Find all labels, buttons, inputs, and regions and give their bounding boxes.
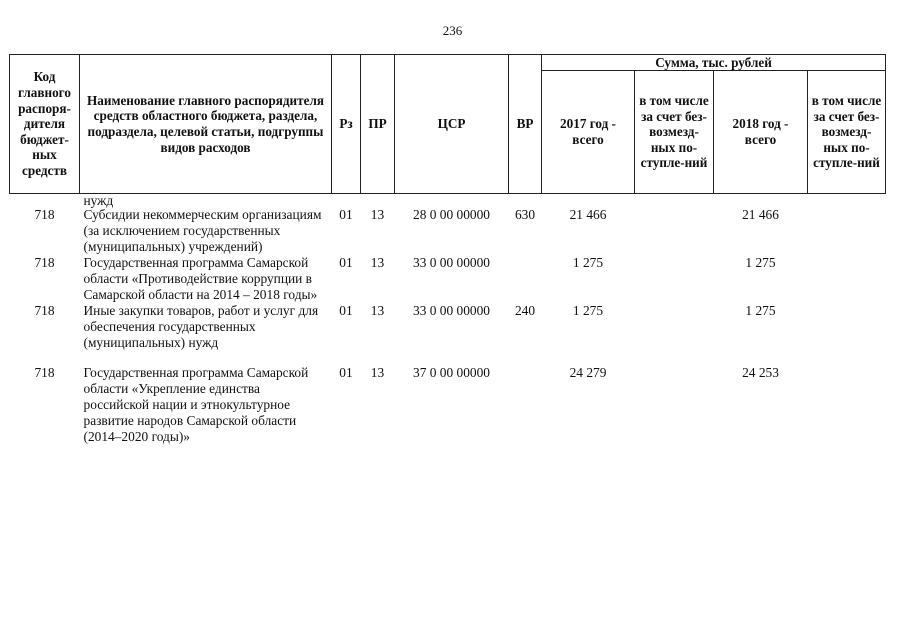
cell-2017-gratuitous	[635, 303, 714, 351]
cell-vr	[509, 255, 542, 303]
cell-rz: 01	[339, 207, 353, 222]
cell-2017-gratuitous	[635, 255, 714, 303]
cell-code: 718	[34, 207, 55, 222]
cell-name: Субсидии некоммерческим организациям (за исключением государственных (муниципальных) учреждений)	[83, 207, 322, 254]
cell-2017-total: 24 279	[569, 365, 607, 380]
continuation-row	[10, 194, 886, 208]
cell-vr	[509, 365, 542, 445]
header-csr: ЦСР	[395, 55, 509, 194]
cell-2017-gratuitous	[635, 365, 714, 445]
table-row	[10, 365, 886, 445]
header-pr: ПР	[361, 55, 395, 194]
cell-2018-gratuitous	[808, 303, 886, 351]
header-2017-total: 2017 год - всего	[542, 71, 635, 194]
cell-2017-total: 1 275	[572, 255, 604, 270]
cell-pr: 13	[370, 303, 385, 318]
cell-2018-gratuitous	[808, 255, 886, 303]
cell-2018-total: 21 466	[742, 207, 779, 222]
row-spacer	[10, 351, 886, 365]
table-row	[10, 207, 886, 255]
cell-csr: 33 0 00 00000	[413, 303, 490, 318]
table-row	[10, 255, 886, 303]
cell-2018-gratuitous	[808, 207, 886, 255]
header-code: Код главного распоря-дителя бюджет-ных средств	[10, 55, 80, 194]
header-2018-gratuitous: в том числе за счет без-возмезд-ных по-ступле-ний	[808, 71, 886, 194]
cell-name: Государственная программа Самарской области «Укрепление единства российской нации и этнокультурное развитие народов Самарской области (2014–2020 годы)»	[83, 365, 309, 444]
table-row	[10, 303, 886, 351]
cell-code: 718	[34, 255, 55, 270]
cell-pr: 13	[370, 207, 385, 222]
cell-name: Иные закупки товаров, работ и услуг для обеспечения государственных (муниципальных) нужд	[83, 303, 319, 350]
cell-2017-total: 21 466	[569, 207, 607, 222]
cell-name: Государственная программа Самарской области «Противодействие коррупции в Самарской области на 2014 – 2018 годы»	[83, 255, 318, 302]
cell-pr: 13	[370, 365, 385, 380]
cell-rz: 01	[339, 303, 353, 318]
cell-2017-total: 1 275	[572, 303, 604, 318]
cell-2018-total: 1 275	[745, 255, 776, 270]
cell-2018-gratuitous	[808, 365, 886, 445]
cell-2018-total: 1 275	[745, 303, 776, 318]
cell-vr: 240	[514, 303, 536, 318]
cell-rz: 01	[339, 255, 353, 270]
cell-code: 718	[34, 303, 55, 318]
header-2018-total: 2018 год - всего	[714, 71, 808, 194]
cell-csr: 37 0 00 00000	[413, 365, 490, 380]
cell-rz: 01	[339, 365, 353, 380]
header-vr: ВР	[509, 55, 542, 194]
continuation-text: нужд	[83, 193, 114, 208]
cell-vr: 630	[514, 207, 536, 222]
header-name: Наименование главного распорядителя средств областного бюджета, раздела, подраздела, целевой статьи, подгруппы видов расходов	[80, 55, 332, 194]
cell-code: 718	[34, 365, 55, 380]
header-2017-gratuitous: в том числе за счет без-возмезд-ных по-ступле-ний	[635, 71, 714, 194]
cell-csr: 28 0 00 00000	[413, 207, 490, 222]
header-sum-title: Сумма, тыс. рублей	[542, 55, 886, 71]
header-rz: Рз	[332, 55, 361, 194]
page-number: 236	[442, 23, 463, 38]
cell-pr: 13	[370, 255, 385, 270]
cell-csr: 33 0 00 00000	[413, 255, 490, 270]
cell-2018-total: 24 253	[742, 365, 779, 380]
budget-table	[9, 54, 886, 445]
cell-2017-gratuitous	[635, 207, 714, 255]
table-header	[10, 55, 886, 194]
table-body	[10, 194, 886, 446]
